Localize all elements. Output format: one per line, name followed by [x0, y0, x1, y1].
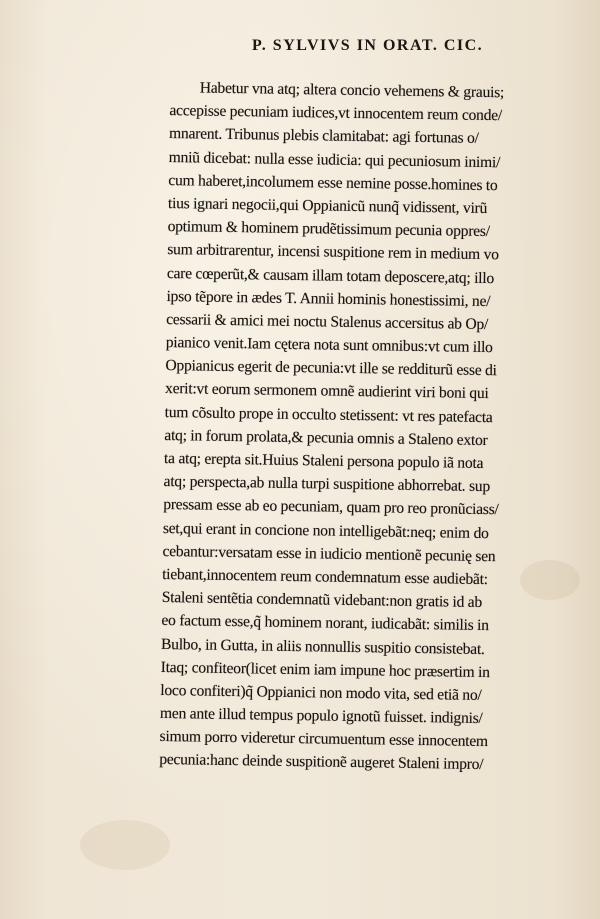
- text-line: care cœperũt,& causam illam totam deposcere,atq; illo: [166, 264, 495, 287]
- text-line: men ante illud tempus populo ignotũ fuisset. indignis/: [159, 704, 483, 728]
- text-line: tiebant,innocentem reum condemnatum esse audiebãt:: [162, 565, 488, 588]
- text-line: pecunia:hanc deinde suspitionẽ augeret Staleni impro/: [159, 751, 484, 774]
- text-line: atq; in forum prolata,& pecunia omnis a Staleno extor: [164, 426, 488, 449]
- text-line: ipso tẽpore in ædes T. Annii hominis honestissimi, ne/: [166, 287, 491, 310]
- text-line: pianico venit.Iam cętera nota sunt omnibus:vt cum illo: [165, 334, 493, 357]
- text-line: optimum & hominem prudẽtissimum pecunia oppres/: [167, 218, 490, 241]
- text-line: cum haberet,incolumem esse nemine posse.homines to: [168, 171, 498, 194]
- text-line: eo factum esse,q̃ hominem norant, iudicabãt: similis in: [161, 612, 489, 635]
- text-line: ta atq; erepta sit.Huius Staleni persona populo iã nota: [163, 449, 484, 472]
- text-line: set,qui erant in concione non intelligebãt:neq; enim do: [162, 519, 489, 542]
- running-head: P. SYLVIVS IN ORAT. CIC.: [252, 37, 484, 54]
- text-line: cessarii & amici mei noctu Stalenus accersitus ab Op/: [166, 310, 489, 333]
- paper-stain: [80, 820, 170, 870]
- text-line: Staleni sentẽtia condemnatũ videbant:non gratis id ab: [161, 589, 483, 612]
- text-line: mnarent. Tribunus plebis clamitabat: agi fortunas o/: [168, 125, 479, 148]
- text-line: Bulbo, in Gutta, in aliis nonnullis suspitio consistebat.: [160, 635, 485, 658]
- text-line: tius ignari negocii,qui Oppianicũ nunq̃ vidissent, virũ: [167, 194, 488, 217]
- text-line: Itaq; confiteor(licet enim iam impune hoc præsertim in: [160, 658, 490, 681]
- text-line: pressam esse ab eo pecuniam, quam pro reo pronũciass/: [163, 496, 499, 519]
- text-line: tum cõsulto prope in occulto stetissent: vt res patefacta: [164, 403, 493, 426]
- text-line: xerit:vt eorum sermonem omnẽ audierint viri boni qui: [164, 380, 489, 403]
- text-line: atq; perspecta,ab nulla turpi suspitione abhorrebat. sup: [163, 473, 491, 496]
- text-line: cebantur:versatam esse in iudicio mentionẽ pecunię sen: [162, 542, 496, 565]
- text-line: accepisse pecuniam iudices,vt innocentem reum conde/: [169, 102, 503, 125]
- text-line: loco confiteri)q̃ Oppianici non modo vita, sed etiã no/: [160, 681, 482, 704]
- text-line: sum arbitrarentur, incensi suspitione rem in medium vo: [167, 241, 499, 264]
- text-line: Oppianicus egerit de pecunia:vt ille se redditurũ esse di: [165, 357, 497, 380]
- text-line: mniũ dicebat: nulla esse iudicia: qui pecuniosum inimi/: [168, 148, 501, 171]
- text-block: [159, 76, 598, 778]
- text-line: simum porro videretur circumuentum esse innocentem: [159, 728, 489, 751]
- text-line: Habetur vna atq; altera concio vehemens & grauis;: [199, 79, 505, 102]
